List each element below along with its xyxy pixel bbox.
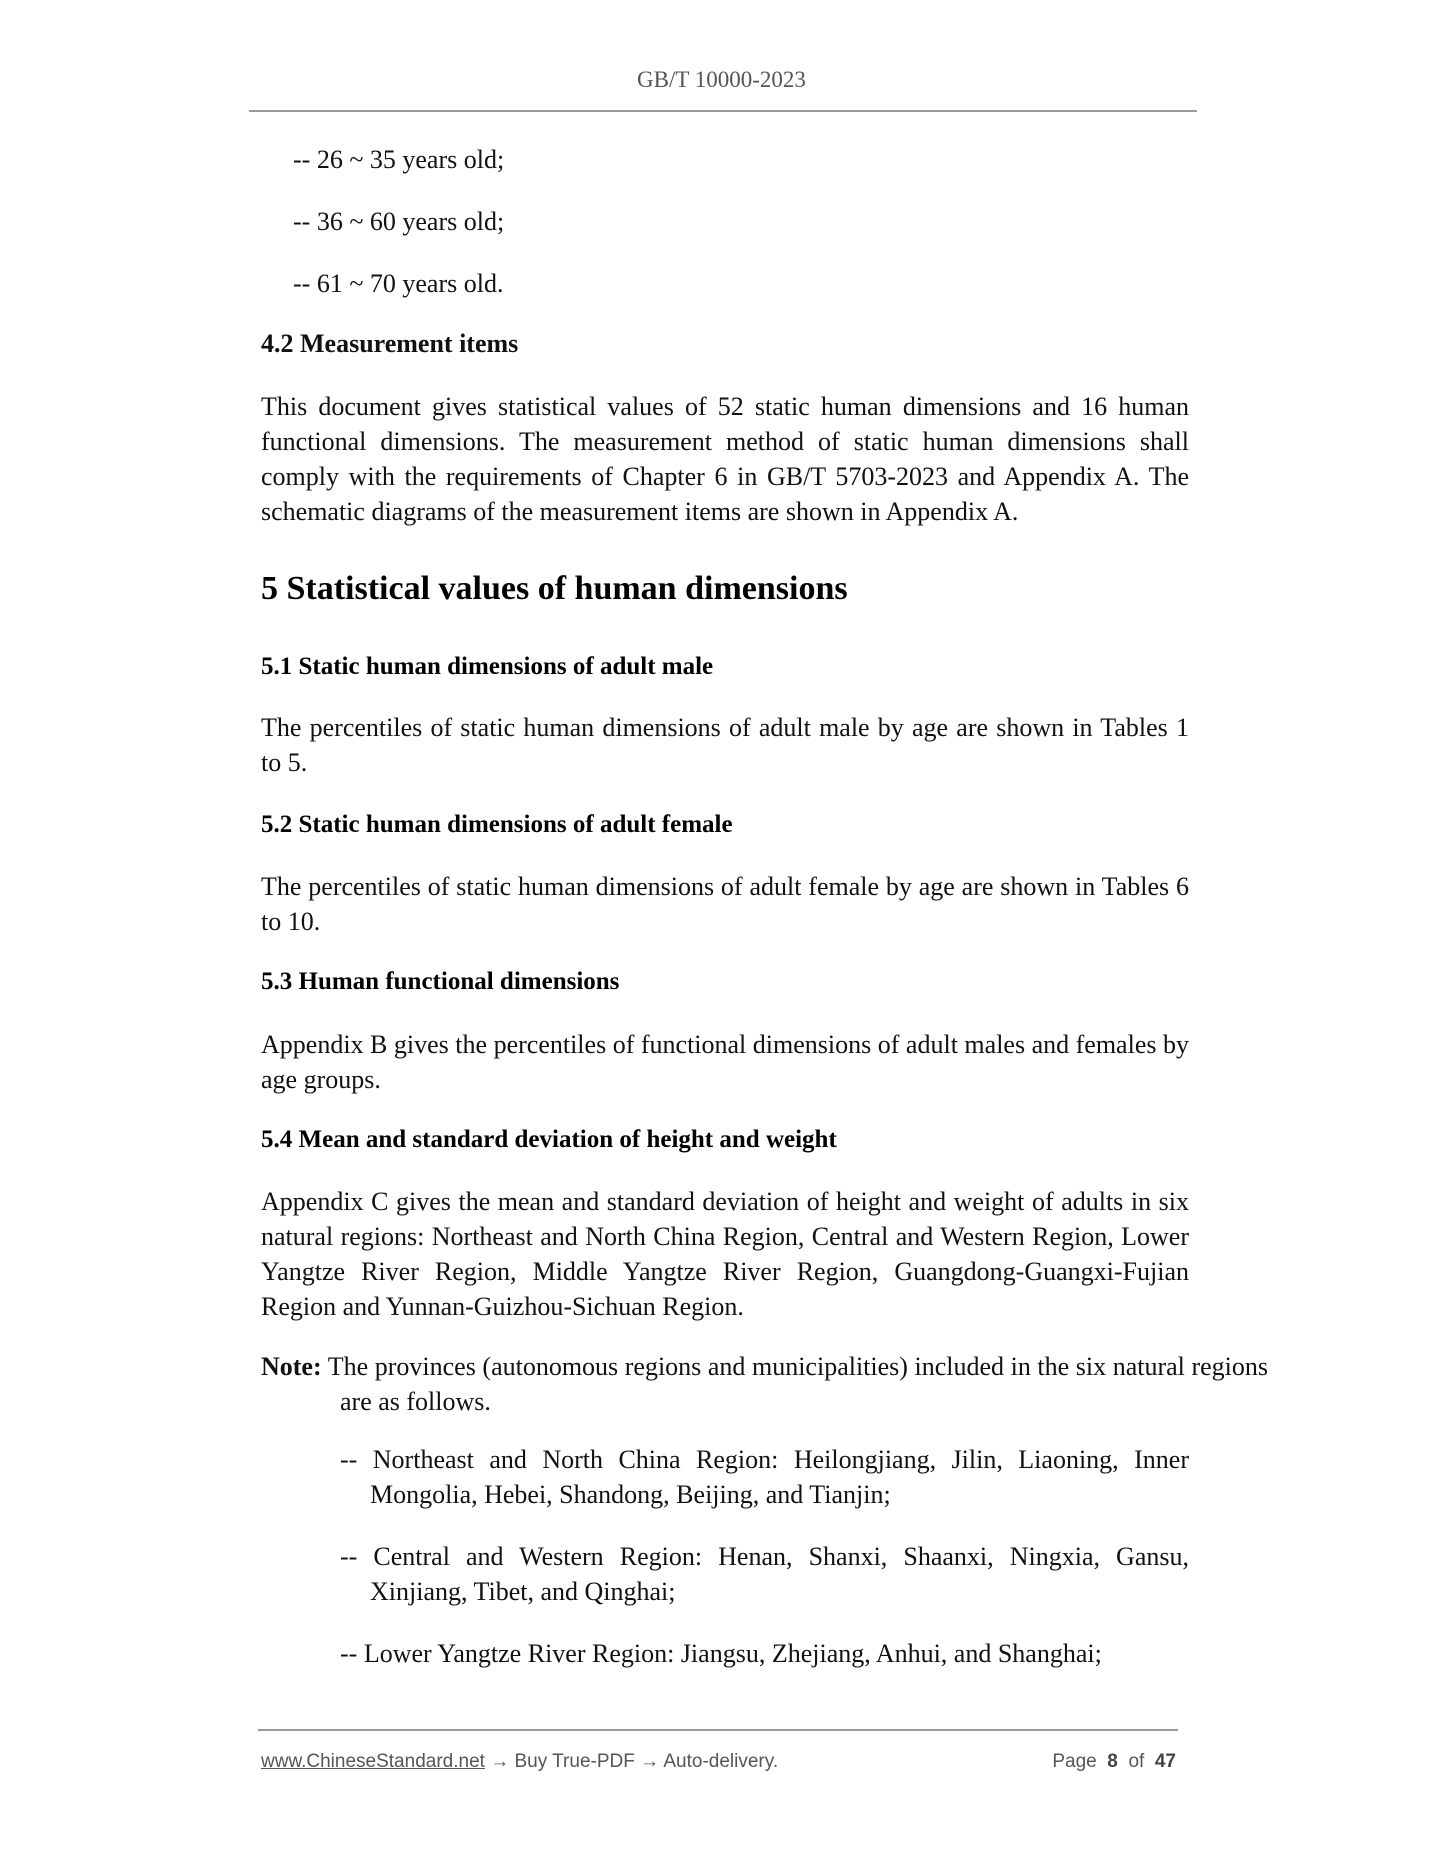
- region-item: -- Central and Western Region: Henan, Shanxi, Shaanxi, Ningxia, Gansu, Xinjiang, Tibet, and Qinghai;: [340, 1542, 1189, 1606]
- current-page: 8: [1107, 1751, 1118, 1772]
- chapter-5-heading: 5 Statistical values of human dimensions: [261, 570, 848, 607]
- section-4-2-heading: 4.2 Measurement items: [261, 329, 519, 358]
- website-link[interactable]: www.ChineseStandard.net: [261, 1751, 485, 1772]
- section-5-3-heading: 5.3 Human functional dimensions: [261, 968, 620, 995]
- section-5-2-paragraph: The percentiles of static human dimensions of adult female by age are shown in Tables 6 to 10.: [261, 872, 1189, 936]
- section-5-1-heading: 5.1 Static human dimensions of adult male: [261, 653, 714, 680]
- note-text: The provinces (autonomous regions and municipalities) included in the six natural regions are as follows.: [327, 1352, 1268, 1416]
- page-footer: [261, 1749, 1176, 1775]
- region-item: -- Northeast and North China Region: Heilongjiang, Jilin, Liaoning, Inner Mongolia, Hebei, Shandong, Beijing, and Tianjin;: [340, 1445, 1189, 1509]
- running-header: [0, 66, 1445, 94]
- header-divider: [249, 110, 1197, 112]
- arrow-icon: →: [490, 1751, 510, 1772]
- section-5-1-paragraph: The percentiles of static human dimensions of adult male by age are shown in Tables 1 to 5.: [261, 713, 1189, 777]
- region-item: -- Lower Yangtze River Region: Jiangsu, Zhejiang, Anhui, and Shanghai;: [340, 1639, 1102, 1668]
- buy-pdf-text: Buy True-PDF: [514, 1751, 635, 1772]
- auto-delivery-text: Auto-delivery.: [663, 1751, 779, 1772]
- document-code: GB/T 10000-2023: [637, 67, 806, 92]
- note: [261, 1349, 1268, 1419]
- section-5-3-paragraph: Appendix B gives the percentiles of functional dimensions of adult males and females by age groups.: [261, 1030, 1189, 1094]
- arrow-icon: →: [640, 1751, 660, 1772]
- age-group-item: -- 26 ~ 35 years old;: [293, 145, 505, 174]
- page-label: Page: [1052, 1751, 1097, 1772]
- section-5-4-paragraph: Appendix C gives the mean and standard deviation of height and weight of adults in six natural regions: Northeast and North China Region, Central and Western Region, Lower Yangtze River Region, Middle Yangtze River Region, Guangdong-Guangxi-Fujian Region and Yunnan-Guizhou-Sichuan Region.: [261, 1187, 1189, 1321]
- age-group-item: -- 61 ~ 70 years old.: [293, 269, 504, 298]
- section-4-2-paragraph: This document gives statistical values of 52 static human dimensions and 16 human functional dimensions. The measurement method of static human dimensions shall comply with the requirements of Chapter 6 in GB/T 5703-2023 and Appendix A. The schematic diagrams of the measurement items are shown in Appendix A.: [261, 392, 1189, 526]
- page-indicator: [1052, 1749, 1176, 1775]
- footer-divider: [258, 1729, 1178, 1731]
- total-pages: 47: [1154, 1751, 1176, 1772]
- of-label: of: [1128, 1751, 1145, 1772]
- section-5-2-heading: 5.2 Static human dimensions of adult female: [261, 811, 733, 838]
- note-label: Note:: [261, 1352, 322, 1381]
- age-group-item: -- 36 ~ 60 years old;: [293, 207, 505, 236]
- section-5-4-heading: 5.4 Mean and standard deviation of height and weight: [261, 1126, 837, 1153]
